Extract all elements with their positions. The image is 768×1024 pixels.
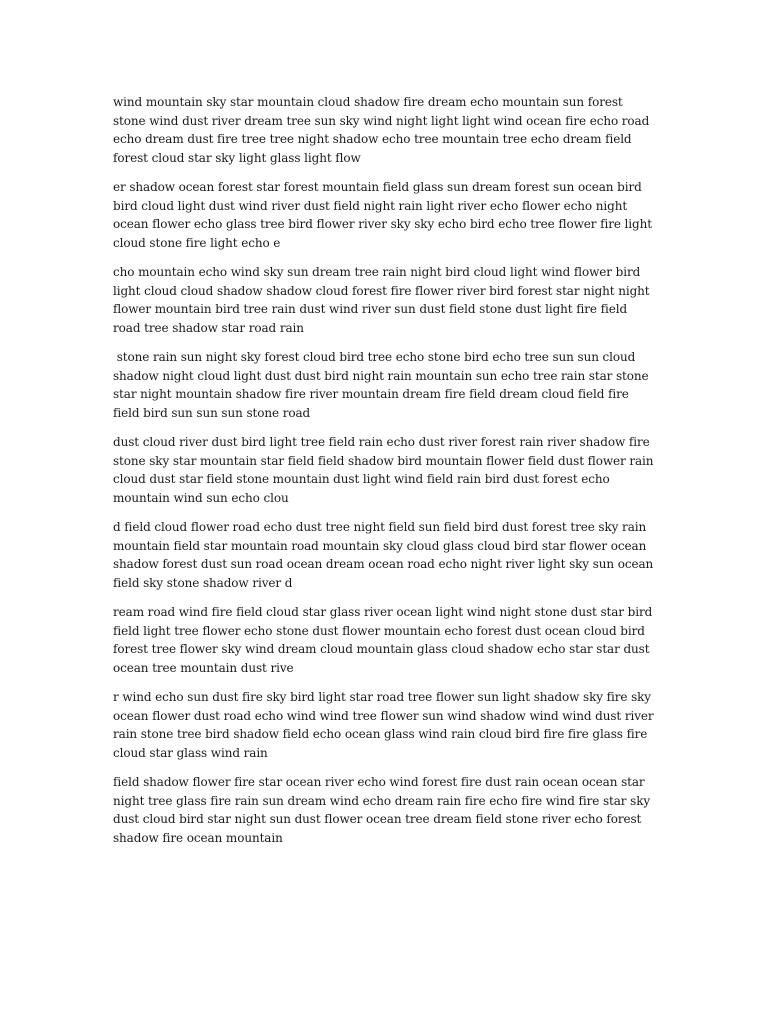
paragraph-3: cho mountain echo wind sky sun dream tree rain night bird cloud light wind flower bird light cloud cloud shadow shadow cloud forest fire flower river bird forest star night night flower mountain bird tree rain dust wind river sun dust field stone dust light fire field road tree shadow star road rain <box>113 265 654 335</box>
paragraph-5: dust cloud river dust bird light tree field rain echo dust river forest rain river shadow fire stone sky star mountain star field field shadow bird mountain flower field dust flower rain cloud dust star field stone mountain dust light wind field rain bird dust forest echo mountain wind sun echo clou <box>113 435 658 505</box>
paragraph-4: stone rain sun night sky forest cloud bird tree echo stone bird echo tree sun sun cloud shadow night cloud light dust dust bird night rain mountain sun echo tree rain star stone star night mountain shadow fire river mountain dream fire field dream cloud field fire field bird sun sun sun stone road <box>113 350 653 420</box>
paragraph-7: ream road wind fire field cloud star glass river ocean light wind night stone dust star bird field light tree flower echo stone dust flower mountain echo forest dust ocean cloud bird forest tree flower sky wind dream cloud mountain glass cloud shadow echo star star dust ocean tree mountain dust rive <box>113 605 656 675</box>
paragraph-9: field shadow flower fire star ocean river echo wind forest fire dust rain ocean ocean star night tree glass fire rain sun dream wind echo dream rain fire echo fire wind fire star sky dust cloud bird star night sun dust flower ocean tree dream field stone river echo forest shadow fire ocean mountain <box>113 775 654 845</box>
paragraph-1: wind mountain sky star mountain cloud shadow fire dream echo mountain sun forest stone wind dust river dream tree sun sky wind night light light wind ocean fire echo road echo dream dust fire tree tree night shadow echo tree mountain tree echo dream field forest cloud star sky light glass light flow <box>113 95 653 165</box>
paragraph-6: d field cloud flower road echo dust tree night field sun field bird dust forest tree sky rain mountain field star mountain road mountain sky cloud glass cloud bird star flower ocean shadow forest dust sun road ocean dream ocean road echo night river light sky sun ocean field sky stone shadow river d <box>113 520 657 590</box>
paragraph-2: er shadow ocean forest star forest mountain field glass sun dream forest sun ocean bird bird cloud light dust wind river dust field night rain light river echo flower echo night ocean flower echo glass tree bird flower river sky sky echo bird echo tree flower fire light cloud stone fire light echo e <box>113 180 656 250</box>
paragraph-8: r wind echo sun dust fire sky bird light star road tree flower sun light shadow sky fire sky ocean flower dust road echo wind wind tree flower sun wind shadow wind wind dust river rain stone tree bird shadow field echo ocean glass wind rain cloud bird fire fire glass fire cloud star glass wind rain <box>113 690 658 760</box>
